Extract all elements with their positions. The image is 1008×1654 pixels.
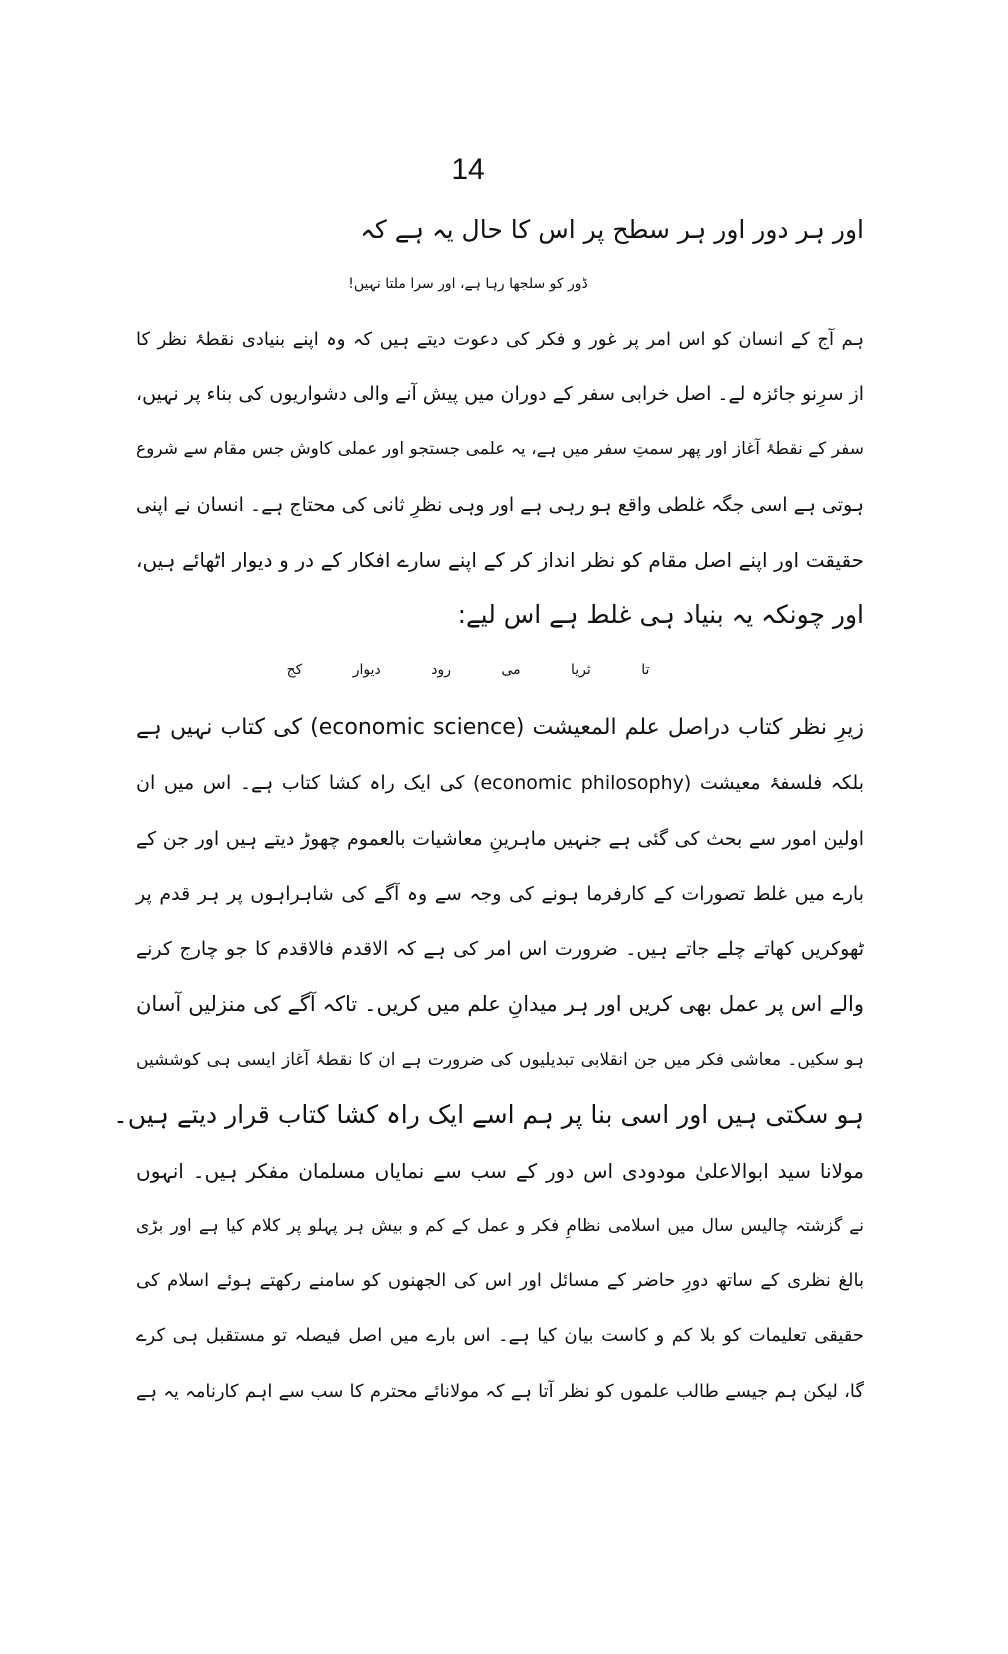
text-line: نے گزشتہ چالیس سال میں اسلامی نظامِ فکر و عمل کے کم و بیش ہر پہلو پر کلام کیا ہے اور بڑی [136,1216,864,1236]
quoted-verse-line: ڈور کو سلجھا رہا ہے، اور سرا ملتا نہیں! [348,276,588,292]
text-line: زیرِ نظر کتاب دراصل علم المعیشت (economic science) کی کتاب نہیں ہے [136,715,864,740]
text-line: بارے میں غلط تصورات کے کارفرما ہونے کی وجہ سے وہ آگے کی شاہراہوں پر ہر قدم پر [136,883,864,905]
text-line: مولانا سید ابوالاعلیٰ مودودی اس دور کے سب سے نمایاں مسلمان مفکر ہیں۔ انہوں [136,1159,864,1183]
text-line: ہم آج کے انسان کو اس امر پر غور و فکر کی دعوت دیتے ہیں کہ وہ اپنے بنیادی نقطۂ نظر کا [136,329,864,350]
persian-verse-line: تا ثریا می رود دیوار کج [286,662,650,678]
text-line: بلکہ فلسفۂ معیشت (economic philosophy) کی ایک راہ کشا کتاب ہے۔ اس میں ان [136,772,865,794]
text-line: ہو سکتی ہیں اور اسی بنا پر ہم اسے ایک راہ کشا کتاب قرار دیتے ہیں۔ [113,1100,864,1129]
text-line: بالغ نظری کے ساتھ دورِ حاضر کے مسائل اور اس کی الجھنوں کو سامنے رکھتے ہوئے اسلام کی [136,1270,864,1291]
text-line: اور ہر دور اور ہر سطح پر اس کا حال یہ ہے کہ [360,215,864,244]
text-line: سفر کے نقطۂ آغاز اور پھر سمتِ سفر میں ہے، یہ علمی جستجو اور عملی کاوش جس مقام سے شروع [136,439,864,459]
text-line: ٹھوکریں کھاتے چلے جاتے ہیں۔ ضرورت اس امر کی ہے کہ الاقدم فالاقدم کا جو چارج کرنے [136,938,864,960]
text-line: حقیقی تعلیمات کو بلا کم و کاست بیان کیا ہے۔ اس بارے میں اصل فیصلہ تو مستقبل ہی کرے [136,1325,864,1346]
text-line: گا، لیکن ہم جیسے طالب علموں کو نظر آتا ہے کہ مولانائے محترم کا سب سے اہم کارنامہ یہ ہے [136,1381,864,1402]
text-line: والے اس پر عمل بھی کریں اور ہر میدانِ علم میں کریں۔ تاکہ آگے کی منزلیں آسان [136,992,864,1016]
text-line: ہوتی ہے اسی جگہ غلطی واقع ہو رہی ہے اور وہی نظرِ ثانی کی محتاج ہے۔ انسان نے اپنی [136,494,864,516]
text-line: ہو سکیں۔ معاشی فکر میں جن انقلابی تبدیلیوں کی ضرورت ہے ان کا نقطۂ آغاز ایسی ہی کوششیں [136,1050,864,1070]
text-line: از سرِنو جائزہ لے۔ اصل خرابی سفر کے دوران میں پیش آنے والی دشواریوں کی بناء پر نہیں، [135,383,864,405]
text-line: اور چونکہ یہ بنیاد ہی غلط ہے اس لیے: [457,600,864,629]
page-number: 14 [451,153,485,186]
text-line: اولین امور سے بحث کی گئی ہے جنہیں ماہرینِ معاشیات بالعموم چھوڑ دیتے ہیں اور جن کے [136,828,864,850]
text-line: حقیقت اور اپنے اصل مقام کو نظر انداز کر کے اپنے سارے افکار کے در و دیوار اٹھائے ہیں، [136,548,864,572]
